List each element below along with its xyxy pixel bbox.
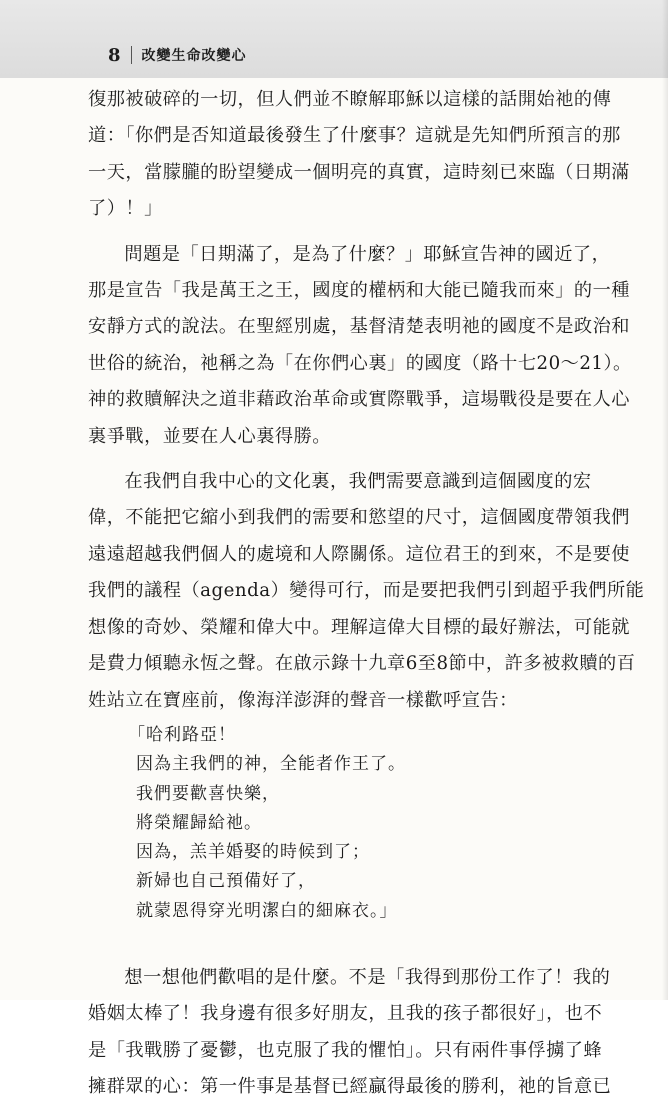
paragraph-4 xyxy=(88,960,618,1106)
running-header xyxy=(108,40,247,70)
paragraph-2 xyxy=(88,237,632,455)
quote-line: 因為主我們的神，全能者作王了。 xyxy=(136,754,406,775)
text-line: 姓站立在寶座前，像海洋澎湃的聲音一樣歡呼宣告： xyxy=(88,689,518,711)
quote-line: 就蒙恩得穿光明潔白的細麻衣。」 xyxy=(136,900,398,921)
text-line: 裏爭戰，並要在人心裏得勝。 xyxy=(88,425,331,447)
text-line: 擁群眾的心：第一件事是基督已經贏得最後的勝利，祂的旨意已 xyxy=(88,1076,612,1098)
text-line: 是費力傾聽永恆之聲。在啟示錄十九章6至8節中，許多被救贖的百 xyxy=(88,653,636,675)
body-text xyxy=(88,82,645,1106)
quote-line: 因為，羔羊婚娶的時候到了； xyxy=(136,842,370,863)
text-line: 我們的議程（agenda）變得可行，而是要把我們引到超乎我們所能 xyxy=(88,580,645,602)
quote-line: 我們要歡喜快樂， xyxy=(136,783,280,804)
text-line: 在我們自我中心的文化裏，我們需要意識到這個國度的宏 xyxy=(124,471,592,493)
text-line: 神的救贖解決之道非藉政治革命或實際戰爭，這場戰役是要在人心 xyxy=(88,389,630,411)
header-band xyxy=(0,0,668,78)
text-line: 那是宣告「我是萬王之王，國度的權柄和大能已隨我而來」的一種 xyxy=(88,280,630,302)
text-line: 問題是「日期滿了，是為了什麼？」耶穌宣告神的國近了， xyxy=(124,243,611,265)
quote-line: 新婦也自己預備好了， xyxy=(136,871,316,892)
paragraph-1 xyxy=(88,82,630,228)
page-number: 8 xyxy=(108,44,121,66)
text-line: 復那被破碎的一切，但人們並不瞭解耶穌以這樣的話開始祂的傳 xyxy=(88,89,612,110)
text-line: 道：「你們是否知道最後發生了什麼事？這就是先知們所預言的那 xyxy=(88,125,621,147)
paragraph-3 xyxy=(88,464,645,719)
text-line: 想一想他們歡唱的是什麼。不是「我得到那份工作了！我的 xyxy=(124,966,611,988)
scripture-quote xyxy=(128,721,618,926)
text-line: 遠遠超越我們個人的處境和人際關係。這位君王的到來，不是要使 xyxy=(88,543,630,565)
running-title: 改變生命改變心 xyxy=(141,48,247,64)
text-line: 婚姻太棒了！我身邊有很多好朋友，且我的孩子都很好」，也不 xyxy=(88,1003,603,1025)
text-line: 一天，當朦朧的盼望變成一個明亮的真實，這時刻已來臨（日期滿 xyxy=(88,161,630,183)
page-edge-shadow xyxy=(662,0,668,1000)
quote-line: 「哈利路亞！ xyxy=(128,724,236,745)
quote-line: 將榮耀歸給祂。 xyxy=(136,812,262,833)
text-line: 安靜方式的說法。在聖經別處，基督清楚表明祂的國度不是政治和 xyxy=(88,316,630,338)
text-line: 了）！」 xyxy=(88,198,163,220)
text-line: 想像的奇妙、榮耀和偉大中。理解這偉大目標的最好辦法，可能就 xyxy=(88,616,630,638)
text-line: 是「我戰勝了憂鬱，也克服了我的懼怕」。只有兩件事俘擄了蜂 xyxy=(88,1039,603,1061)
text-line: 偉，不能把它縮小到我們的需要和慾望的尺寸，這個國度帶領我們 xyxy=(88,507,630,529)
header-divider xyxy=(131,46,132,64)
text-line: 世俗的統治，祂稱之為「在你們心裏」的國度（路十七20～21）。 xyxy=(88,352,632,374)
